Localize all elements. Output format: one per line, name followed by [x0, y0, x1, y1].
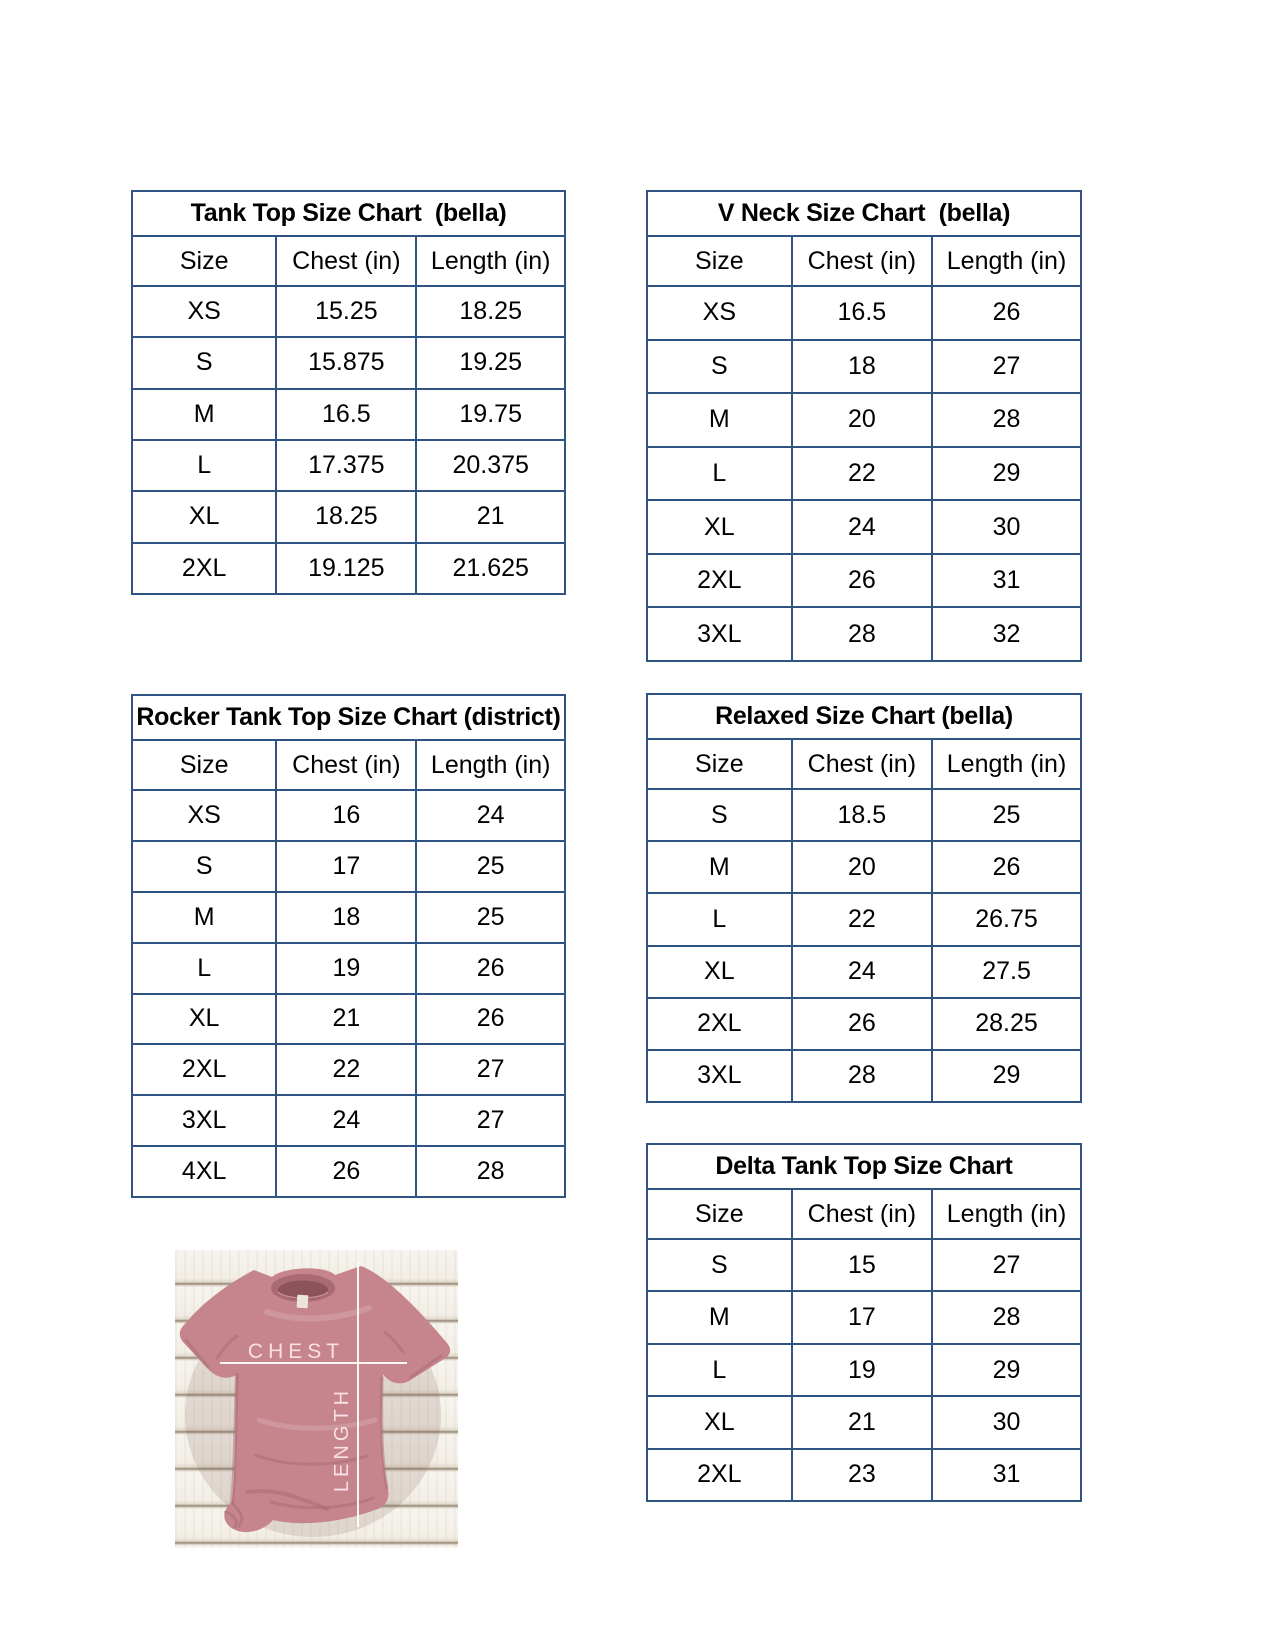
header-cell: Length (in) [946, 246, 1067, 275]
table-cell: 20.375 [452, 451, 529, 480]
table-cell: 26 [992, 852, 1021, 881]
table-cell: 22 [793, 448, 933, 500]
table-title: Tank Top Size Chart (bella) [133, 192, 564, 237]
table-cell: 19 [793, 1345, 933, 1395]
table-cell: XS [648, 287, 793, 339]
table-row [133, 995, 564, 1046]
table-row [133, 544, 564, 593]
table-cell: L [648, 448, 793, 500]
table-cell: 21 [793, 1397, 933, 1447]
table-cell: M [133, 893, 277, 942]
table-cell: 19.125 [277, 544, 417, 593]
table-cell: M [648, 394, 793, 446]
table-cell: 28 [793, 608, 933, 660]
table-cell: 21 [476, 502, 505, 531]
table-row [133, 893, 564, 944]
table-cell: 3XL [133, 1096, 277, 1145]
table-cell: 23 [793, 1450, 933, 1500]
table-row [648, 790, 1080, 842]
table-cell: 17 [793, 1292, 933, 1342]
table-cell: 28.25 [975, 1009, 1038, 1038]
table-row [648, 1240, 1080, 1292]
table-row [648, 1051, 1080, 1101]
header-cell: Length (in) [946, 1199, 1067, 1228]
table-cell: 30 [992, 512, 1021, 541]
length-measure-line [357, 1262, 359, 1527]
table-cell: 26 [277, 1147, 417, 1196]
table-row [133, 944, 564, 995]
table-cell: 22 [793, 894, 933, 944]
table-cell: L [648, 1345, 793, 1395]
table-row [648, 999, 1080, 1051]
table-header-row [133, 237, 564, 287]
table-header-row [648, 740, 1080, 790]
table-cell: XL [133, 995, 277, 1044]
tshirt-illustration [175, 1250, 458, 1548]
table-cell: 19 [277, 944, 417, 993]
table-cell: XL [648, 947, 793, 997]
table-cell: 26 [793, 555, 933, 607]
table-row [133, 1096, 564, 1147]
header-cell: Chest (in) [277, 237, 417, 285]
table-cell: 2XL [133, 1045, 277, 1094]
table-row [133, 1147, 564, 1196]
table-cell: 28 [992, 405, 1021, 434]
table-cell: 31 [992, 566, 1021, 595]
table-cell: XS [133, 791, 277, 840]
table-row [133, 1045, 564, 1096]
table-cell: 26 [476, 1004, 505, 1033]
table-header-row [133, 741, 564, 791]
table-cell: 28 [793, 1051, 933, 1101]
table-cell: 17 [277, 842, 417, 891]
table-cell: 2XL [133, 544, 277, 593]
table-title: Relaxed Size Chart (bella) [648, 695, 1080, 740]
table-header-row [648, 1190, 1080, 1240]
table-cell: 25 [476, 902, 505, 931]
table-cell: 27.5 [982, 957, 1031, 986]
table-cell: 19.75 [459, 399, 522, 428]
delta-tank-top-size-chart-table [646, 1143, 1082, 1502]
table-cell: M [648, 842, 793, 892]
table-cell: 18 [793, 341, 933, 393]
relaxed-size-chart-table [646, 693, 1082, 1103]
table-row [648, 394, 1080, 448]
table-row [133, 338, 564, 389]
header-cell: Chest (in) [793, 740, 933, 788]
table-cell: 32 [992, 619, 1021, 648]
table-cell: 30 [992, 1407, 1021, 1436]
table-row [648, 1450, 1080, 1500]
table-row [133, 492, 564, 543]
table-cell: 18 [277, 893, 417, 942]
table-cell: 31 [992, 1460, 1021, 1489]
table-cell: L [133, 441, 277, 490]
table-cell: 24 [793, 501, 933, 553]
table-cell: 25 [992, 800, 1021, 829]
table-cell: 25 [476, 851, 505, 880]
table-row [648, 501, 1080, 555]
table-cell: 29 [992, 1061, 1021, 1090]
table-cell: 26 [992, 298, 1021, 327]
table-cell: XL [648, 1397, 793, 1447]
table-row [133, 390, 564, 441]
table-cell: 21.625 [452, 553, 529, 582]
table-cell: 21 [277, 995, 417, 1044]
table-row [648, 842, 1080, 894]
table-cell: M [648, 1292, 793, 1342]
table-header-row [648, 237, 1080, 287]
table-cell: 3XL [648, 608, 793, 660]
table-row [648, 1397, 1080, 1449]
table-cell: M [133, 390, 277, 439]
table-row [648, 341, 1080, 395]
header-cell: Size [133, 741, 277, 789]
rocker-tank-top-size-chart-table [131, 694, 566, 1198]
table-title: Delta Tank Top Size Chart [648, 1145, 1080, 1190]
table-row [648, 1292, 1080, 1344]
table-cell: 28 [476, 1157, 505, 1186]
table-cell: 16.5 [277, 390, 417, 439]
table-cell: L [133, 944, 277, 993]
table-cell: 27 [992, 1250, 1021, 1279]
table-cell: 22 [277, 1045, 417, 1094]
header-cell: Chest (in) [793, 1190, 933, 1238]
table-row [648, 894, 1080, 946]
table-cell: S [648, 1240, 793, 1290]
table-cell: 24 [793, 947, 933, 997]
table-cell: 27 [476, 1055, 505, 1084]
table-cell: XL [133, 492, 277, 541]
table-cell: 24 [476, 800, 505, 829]
table-row [133, 842, 564, 893]
header-cell: Size [648, 740, 793, 788]
table-cell: XL [648, 501, 793, 553]
tank-top-size-chart-table [131, 190, 566, 595]
table-cell: 20 [793, 394, 933, 446]
table-cell: 29 [992, 459, 1021, 488]
tshirt-measurement-photo [175, 1250, 458, 1548]
table-row [133, 791, 564, 842]
table-cell: L [648, 894, 793, 944]
table-cell: 29 [992, 1355, 1021, 1384]
table-cell: 2XL [648, 555, 793, 607]
length-label: LENGTH [331, 1386, 353, 1493]
header-cell: Size [648, 237, 793, 285]
table-cell: 28 [992, 1303, 1021, 1332]
header-cell: Length (in) [946, 749, 1067, 778]
table-cell: 4XL [133, 1147, 277, 1196]
table-cell: 15.875 [277, 338, 417, 387]
table-cell: 16.5 [793, 287, 933, 339]
table-cell: 24 [277, 1096, 417, 1145]
table-cell: 26.75 [975, 904, 1038, 933]
header-cell: Chest (in) [277, 741, 417, 789]
header-cell: Size [648, 1190, 793, 1238]
table-cell: 15.25 [277, 287, 417, 336]
table-row [648, 1345, 1080, 1397]
table-title: Rocker Tank Top Size Chart (district) [133, 696, 564, 741]
header-cell: Length (in) [430, 750, 551, 779]
table-row [648, 448, 1080, 502]
table-cell: 3XL [648, 1051, 793, 1101]
table-title: V Neck Size Chart (bella) [648, 192, 1080, 237]
table-row [133, 287, 564, 338]
table-cell: 26 [476, 953, 505, 982]
table-cell: 19.25 [459, 348, 522, 377]
table-cell: 15 [793, 1240, 933, 1290]
table-row [648, 608, 1080, 660]
table-cell: XS [133, 287, 277, 336]
table-cell: 27 [992, 351, 1021, 380]
table-cell: 2XL [648, 999, 793, 1049]
table-row [648, 947, 1080, 999]
table-cell: 27 [476, 1106, 505, 1135]
header-cell: Size [133, 237, 277, 285]
table-cell: 17.375 [277, 441, 417, 490]
chest-label: CHEST [247, 1340, 345, 1363]
table-cell: 2XL [648, 1450, 793, 1500]
header-cell: Length (in) [430, 246, 551, 275]
table-cell: 18.25 [277, 492, 417, 541]
table-row [648, 555, 1080, 609]
table-row [648, 287, 1080, 341]
table-cell: 20 [793, 842, 933, 892]
table-cell: 18.25 [459, 297, 522, 326]
header-cell: Chest (in) [793, 237, 933, 285]
table-cell: S [133, 338, 277, 387]
table-row [133, 441, 564, 492]
table-cell: S [133, 842, 277, 891]
table-cell: 26 [793, 999, 933, 1049]
table-cell: 16 [277, 791, 417, 840]
table-cell: S [648, 341, 793, 393]
v-neck-size-chart-table [646, 190, 1082, 662]
table-cell: S [648, 790, 793, 840]
table-cell: 18.5 [793, 790, 933, 840]
